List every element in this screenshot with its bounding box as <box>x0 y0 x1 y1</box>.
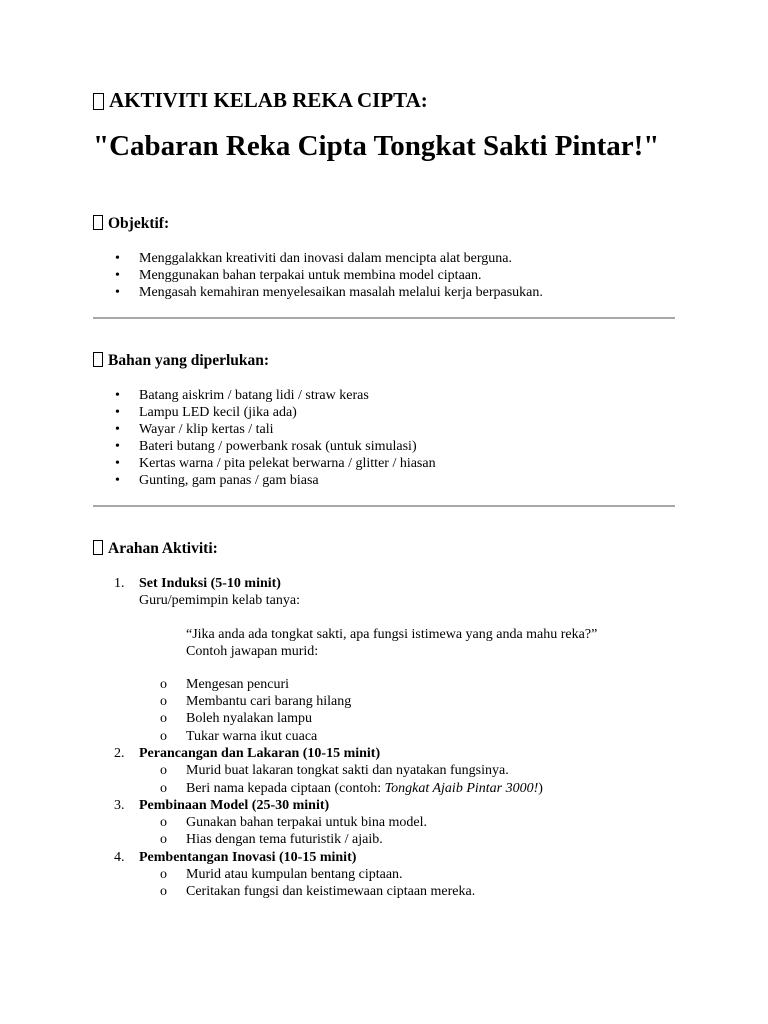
step-title <box>139 797 329 814</box>
bahan-heading-text: Bahan yang diperlukan: <box>108 352 270 369</box>
sub-bullet: o <box>160 711 167 726</box>
step-number: 2. <box>114 746 125 761</box>
example-prefix: Beri nama kepada ciptaan (contoh: <box>186 781 385 796</box>
list-item: • Batang aiskrim / batang lidi / straw keras <box>93 387 436 404</box>
example-suffix: ) <box>538 781 543 796</box>
sub-list-item: Mengesan pencuri <box>186 677 290 692</box>
list-item: • Bateri butang / powerbank rosak (untuk simulasi) <box>93 438 436 455</box>
sub-bullet: o <box>160 729 167 744</box>
divider <box>93 505 675 507</box>
sub-bullet: o <box>160 867 167 882</box>
sub-list-item: Hias dengan tema futuristik / ajaib. <box>186 832 383 847</box>
sub-bullet: o <box>160 832 167 847</box>
step-title <box>139 849 356 866</box>
step-intro: Guru/pemimpin kelab tanya: <box>139 593 300 608</box>
step-number: 1. <box>114 576 125 591</box>
objektif-heading <box>93 215 169 233</box>
sub-list-item: Tukar warna ikut cuaca <box>186 729 318 744</box>
sub-bullet: o <box>160 884 167 899</box>
list-item: • Wayar / klip kertas / tali <box>93 421 436 438</box>
sub-list-item: Membantu cari barang hilang <box>186 694 352 709</box>
sub-bullet: o <box>160 694 167 709</box>
placeholder-glyph-icon <box>93 215 103 230</box>
list-item: • Lampu LED kecil (jika ada) <box>93 404 436 421</box>
placeholder-glyph-icon <box>93 540 103 555</box>
sub-list-item: Ceritakan fungsi dan keistimewaan ciptaan mereka. <box>186 884 476 899</box>
arahan-heading <box>93 540 218 558</box>
step-title-text: Pembentangan Inovasi (10-15 minit) <box>139 850 357 865</box>
list-item: • Menggalakkan kreativiti dan inovasi dalam mencipta alat berguna. <box>93 250 543 267</box>
step-answer-label: Contoh jawapan murid: <box>186 644 319 659</box>
example-name: Tongkat Ajaib Pintar 3000! <box>384 781 539 796</box>
sub-bullet: o <box>160 763 167 778</box>
objektif-list <box>93 250 543 301</box>
sub-bullet: o <box>160 781 167 796</box>
page-title: "Cabaran Reka Cipta Tongkat Sakti Pintar!" <box>93 130 660 162</box>
sub-list-item <box>186 780 543 797</box>
placeholder-glyph-icon <box>93 352 103 367</box>
step-title <box>139 575 281 592</box>
list-item: • Menggunakan bahan terpakai untuk membina model ciptaan. <box>93 267 543 284</box>
step-title-text: Pembinaan Model (25-30 minit) <box>139 798 330 813</box>
sub-list-item: Murid atau kumpulan bentang ciptaan. <box>186 867 403 882</box>
divider <box>93 317 675 319</box>
bahan-list <box>93 387 436 489</box>
objektif-heading-text: Objektif: <box>108 215 170 232</box>
list-item: • Mengasah kemahiran menyelesaikan masalah melalui kerja berpasukan. <box>93 284 543 301</box>
step-number: 3. <box>114 798 125 813</box>
activity-heading <box>93 88 428 113</box>
list-item: • Kertas warna / pita pelekat berwarna / glitter / hiasan <box>93 455 436 472</box>
sub-bullet: o <box>160 677 167 692</box>
activity-heading-text: AKTIVITI KELAB REKA CIPTA: <box>109 88 428 112</box>
sub-list-item: Gunakan bahan terpakai untuk bina model. <box>186 815 428 830</box>
step-title <box>139 745 380 762</box>
step-title-text: Set Induksi (5-10 minit) <box>139 576 281 591</box>
list-item: • Gunting, gam panas / gam biasa <box>93 472 436 489</box>
placeholder-glyph-icon <box>93 93 104 110</box>
step-question: “Jika anda ada tongkat sakti, apa fungsi istimewa yang anda mahu reka?” <box>186 627 598 642</box>
arahan-heading-text: Arahan Aktiviti: <box>108 540 218 557</box>
sub-bullet: o <box>160 815 167 830</box>
step-title-text: Perancangan dan Lakaran (10-15 minit) <box>139 746 381 761</box>
step-number: 4. <box>114 850 125 865</box>
bahan-heading <box>93 352 269 370</box>
sub-list-item: Boleh nyalakan lampu <box>186 711 312 726</box>
sub-list-item: Murid buat lakaran tongkat sakti dan nyatakan fungsinya. <box>186 763 509 778</box>
